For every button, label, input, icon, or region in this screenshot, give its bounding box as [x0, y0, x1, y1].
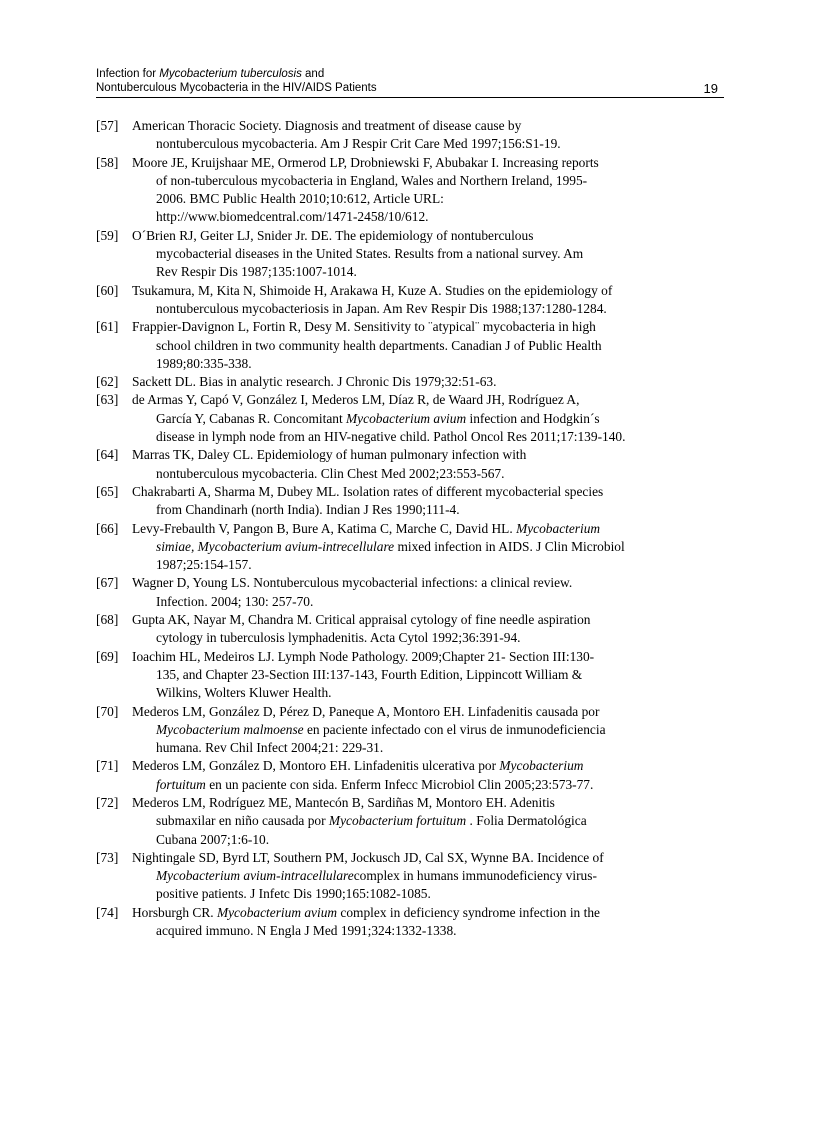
reference-item — [96, 794, 720, 849]
reference-segment: Mederos LM, González D, Montoro EH. Linfadenitis ulcerativa por — [132, 758, 500, 774]
reference-segment: complex in deficiency syndrome infection in the — [337, 904, 600, 920]
reference-line: 135, and Chapter 23-Section III:137-143, Fourth Edition, Lippincott William & — [156, 666, 583, 682]
reference-line: Gupta AK, Nayar M, Chandra M. Critical appraisal cytology of fine needle aspiration — [132, 612, 591, 628]
reference-number: [61] — [96, 319, 119, 335]
reference-text — [132, 154, 720, 227]
reference-text — [132, 904, 720, 941]
reference-item — [96, 318, 720, 373]
species-name: Mycobacterium — [499, 758, 584, 774]
reference-item — [96, 703, 720, 758]
header-italic: Mycobacterium tuberculosis — [159, 68, 302, 80]
reference-text — [132, 483, 720, 520]
reference-line: disease in lymph node from an HIV-negative child. Pathol Oncol Res 2011;17:139-140. — [156, 429, 626, 445]
reference-item — [96, 611, 720, 648]
reference-item — [96, 227, 720, 282]
reference-line: Infection. 2004; 130: 257-70. — [156, 593, 314, 609]
reference-item — [96, 757, 720, 794]
reference-line: positive patients. J Infetc Dis 1990;165:1082-1085. — [156, 886, 431, 902]
reference-text — [132, 849, 720, 904]
reference-item — [96, 849, 720, 904]
reference-line: Nightingale SD, Byrd LT, Southern PM, Jockusch JD, Cal SX, Wynne BA. Incidence of — [132, 849, 604, 865]
reference-text — [132, 391, 720, 446]
species-name: Mycobacterium fortuitum — [328, 813, 467, 829]
reference-number: [74] — [96, 904, 119, 920]
reference-item — [96, 520, 720, 575]
reference-line: Mederos LM, González D, Pérez D, Paneque A, Montoro EH. Linfadenitis causada por — [132, 703, 600, 719]
reference-line: Tsukamura, M, Kita N, Shimoide H, Arakawa H, Kuze A. Studies on the epidemiology of — [132, 282, 613, 298]
reference-line: Rev Respir Dis 1987;135:1007-1014. — [156, 264, 357, 280]
reference-number: [69] — [96, 648, 119, 664]
reference-item — [96, 117, 720, 154]
reference-line: Sackett DL. Bias in analytic research. J Chronic Dis 1979;32:51-63. — [132, 374, 497, 390]
header-rule — [96, 97, 724, 98]
reference-line: O´Brien RJ, Geiter LJ, Snider Jr. DE. The epidemiology of nontuberculous — [132, 227, 534, 243]
reference-text — [132, 117, 720, 154]
reference-number: [63] — [96, 392, 119, 408]
reference-segment: García Y, Cabanas R. Concomitant — [156, 410, 347, 426]
reference-line: Moore JE, Kruijshaar ME, Ormerod LP, Drobniewski F, Abubakar I. Increasing reports — [132, 154, 599, 170]
reference-line: mycobacterial diseases in the United States. Results from a national survey. Am — [156, 246, 584, 262]
reference-segment: en paciente infectado con el virus de inmunodeficiencia — [303, 721, 606, 737]
reference-number: [62] — [96, 374, 119, 390]
reference-item — [96, 648, 720, 703]
reference-line: de Armas Y, Capó V, González I, Mederos LM, Díaz R, de Waard JH, Rodríguez A, — [132, 392, 580, 408]
reference-item — [96, 282, 720, 319]
reference-segment: submaxilar en niño causada por — [156, 813, 329, 829]
reference-line — [132, 721, 720, 739]
reference-item — [96, 904, 720, 941]
header-text: and — [301, 68, 325, 80]
reference-item — [96, 574, 720, 611]
species-name: simiae, Mycobacterium avium-intrecellulare — [156, 538, 395, 554]
reference-text — [132, 611, 720, 648]
reference-text — [132, 703, 720, 758]
species-name: Mycobacterium avium — [216, 904, 338, 920]
reference-segment: complex in humans immunodeficiency virus- — [353, 868, 597, 884]
reference-text — [132, 520, 720, 575]
reference-line: nontuberculous mycobacteriosis in Japan. Am Rev Respir Dis 1988;137:1280-1284. — [156, 300, 607, 316]
reference-line — [132, 904, 720, 922]
species-name: Mycobacterium — [516, 520, 601, 536]
reference-number: [58] — [96, 154, 119, 170]
running-header — [96, 67, 724, 97]
reference-number: [59] — [96, 227, 119, 243]
reference-text — [132, 318, 720, 373]
reference-line: nontuberculous mycobacteria. Am J Respir Crit Care Med 1997;156:S1-19. — [156, 136, 561, 152]
reference-line: American Thoracic Society. Diagnosis and treatment of disease cause by — [132, 118, 522, 133]
reference-line — [132, 410, 720, 428]
species-name: Mycobacterium avium-intracellulare — [156, 868, 354, 884]
reference-line: Cubana 2007;1:6-10. — [156, 831, 270, 847]
reference-number: [64] — [96, 447, 119, 463]
reference-segment: infection and Hodgkin´s — [466, 410, 600, 426]
reference-number: [70] — [96, 703, 119, 719]
reference-item — [96, 391, 720, 446]
reference-number: [67] — [96, 575, 119, 591]
reference-line: from Chandinarh (north India). Indian J Res 1990;111-4. — [156, 502, 460, 518]
reference-segment: Levy-Frebaulth V, Pangon B, Bure A, Katima C, Marche C, David HL. — [132, 520, 517, 536]
header-text: Infection for — [96, 68, 160, 80]
reference-line: Marras TK, Daley CL. Epidemiology of human pulmonary infection with — [132, 447, 527, 463]
species-name: Mycobacterium malmoense — [156, 721, 304, 737]
reference-line — [132, 867, 720, 885]
species-name: fortuitum — [156, 776, 206, 792]
reference-segment: en un paciente con sida. Enferm Infecc Microbiol Clin 2005;23:573-77. — [205, 776, 594, 792]
reference-number: [72] — [96, 794, 119, 810]
reference-item — [96, 154, 720, 227]
reference-text — [132, 757, 720, 794]
reference-item — [96, 483, 720, 520]
reference-line: Mederos LM, Rodríguez ME, Mantecón B, Sardiñas M, Montoro EH. Adenitis — [132, 794, 555, 810]
reference-line — [132, 538, 720, 556]
reference-text — [132, 648, 720, 703]
reference-line: cytology in tuberculosis lymphadenitis. Acta Cytol 1992;36:391-94. — [156, 630, 521, 646]
header-title-line2: Nontuberculous Mycobacteria in the HIV/AIDS Patients — [96, 82, 377, 94]
reference-number: [57] — [96, 118, 119, 133]
reference-line: of non-tuberculous mycobacteria in England, Wales and Northern Ireland, 1995- — [156, 172, 588, 188]
reference-number: [71] — [96, 758, 119, 774]
reference-number: [68] — [96, 612, 119, 628]
reference-line: Wilkins, Wolters Kluwer Health. — [156, 685, 332, 701]
species-name: Mycobacterium avium — [346, 410, 467, 426]
reference-line: 1989;80:335-338. — [156, 355, 252, 371]
reference-text — [132, 794, 720, 849]
reference-number: [73] — [96, 849, 119, 865]
reference-line — [132, 776, 720, 794]
reference-text — [132, 574, 720, 611]
reference-line: nontuberculous mycobacteria. Clin Chest Med 2002;23:553-567. — [156, 465, 505, 481]
reference-line: Chakrabarti A, Sharma M, Dubey ML. Isolation rates of different mycobacterial species — [132, 483, 604, 499]
reference-line: 1987;25:154-157. — [156, 557, 252, 573]
reference-text — [132, 282, 720, 319]
reference-url[interactable]: http://www.biomedcentral.com/1471-2458/10/612. — [156, 209, 429, 225]
reference-line — [132, 812, 720, 830]
reference-list — [96, 117, 720, 940]
reference-text — [132, 373, 720, 391]
reference-text — [132, 227, 720, 282]
reference-number: [66] — [96, 520, 119, 536]
reference-line: 2006. BMC Public Health 2010;10:612, Article URL: — [156, 191, 444, 207]
reference-line: humana. Rev Chil Infect 2004;21: 229-31. — [156, 740, 384, 756]
page-number: 19 — [703, 81, 718, 96]
reference-number: [65] — [96, 483, 119, 499]
reference-line: Frappier-Davignon L, Fortin R, Desy M. Sensitivity to ¨atypical¨ mycobacteria in high — [132, 319, 596, 335]
header-title-line1 — [96, 67, 724, 81]
reference-number: [60] — [96, 282, 119, 298]
reference-item — [96, 446, 720, 483]
reference-line: school children in two community health departments. Canadian J of Public Health — [156, 337, 602, 353]
reference-line: Ioachim HL, Medeiros LJ. Lymph Node Pathology. 2009;Chapter 21- Section III:130- — [132, 648, 595, 664]
reference-segment: Horsburgh CR. — [132, 904, 217, 920]
reference-segment: mixed infection in AIDS. J Clin Microbiol — [394, 538, 625, 554]
reference-text — [132, 446, 720, 483]
reference-line — [132, 757, 720, 775]
reference-line: acquired immuno. N Engla J Med 1991;324:1332-1338. — [156, 923, 457, 939]
reference-line: Wagner D, Young LS. Nontuberculous mycobacterial infections: a clinical review. — [132, 575, 573, 591]
reference-item — [96, 373, 720, 391]
reference-line — [132, 520, 720, 538]
reference-segment: . Folia Dermatológica — [466, 813, 587, 829]
